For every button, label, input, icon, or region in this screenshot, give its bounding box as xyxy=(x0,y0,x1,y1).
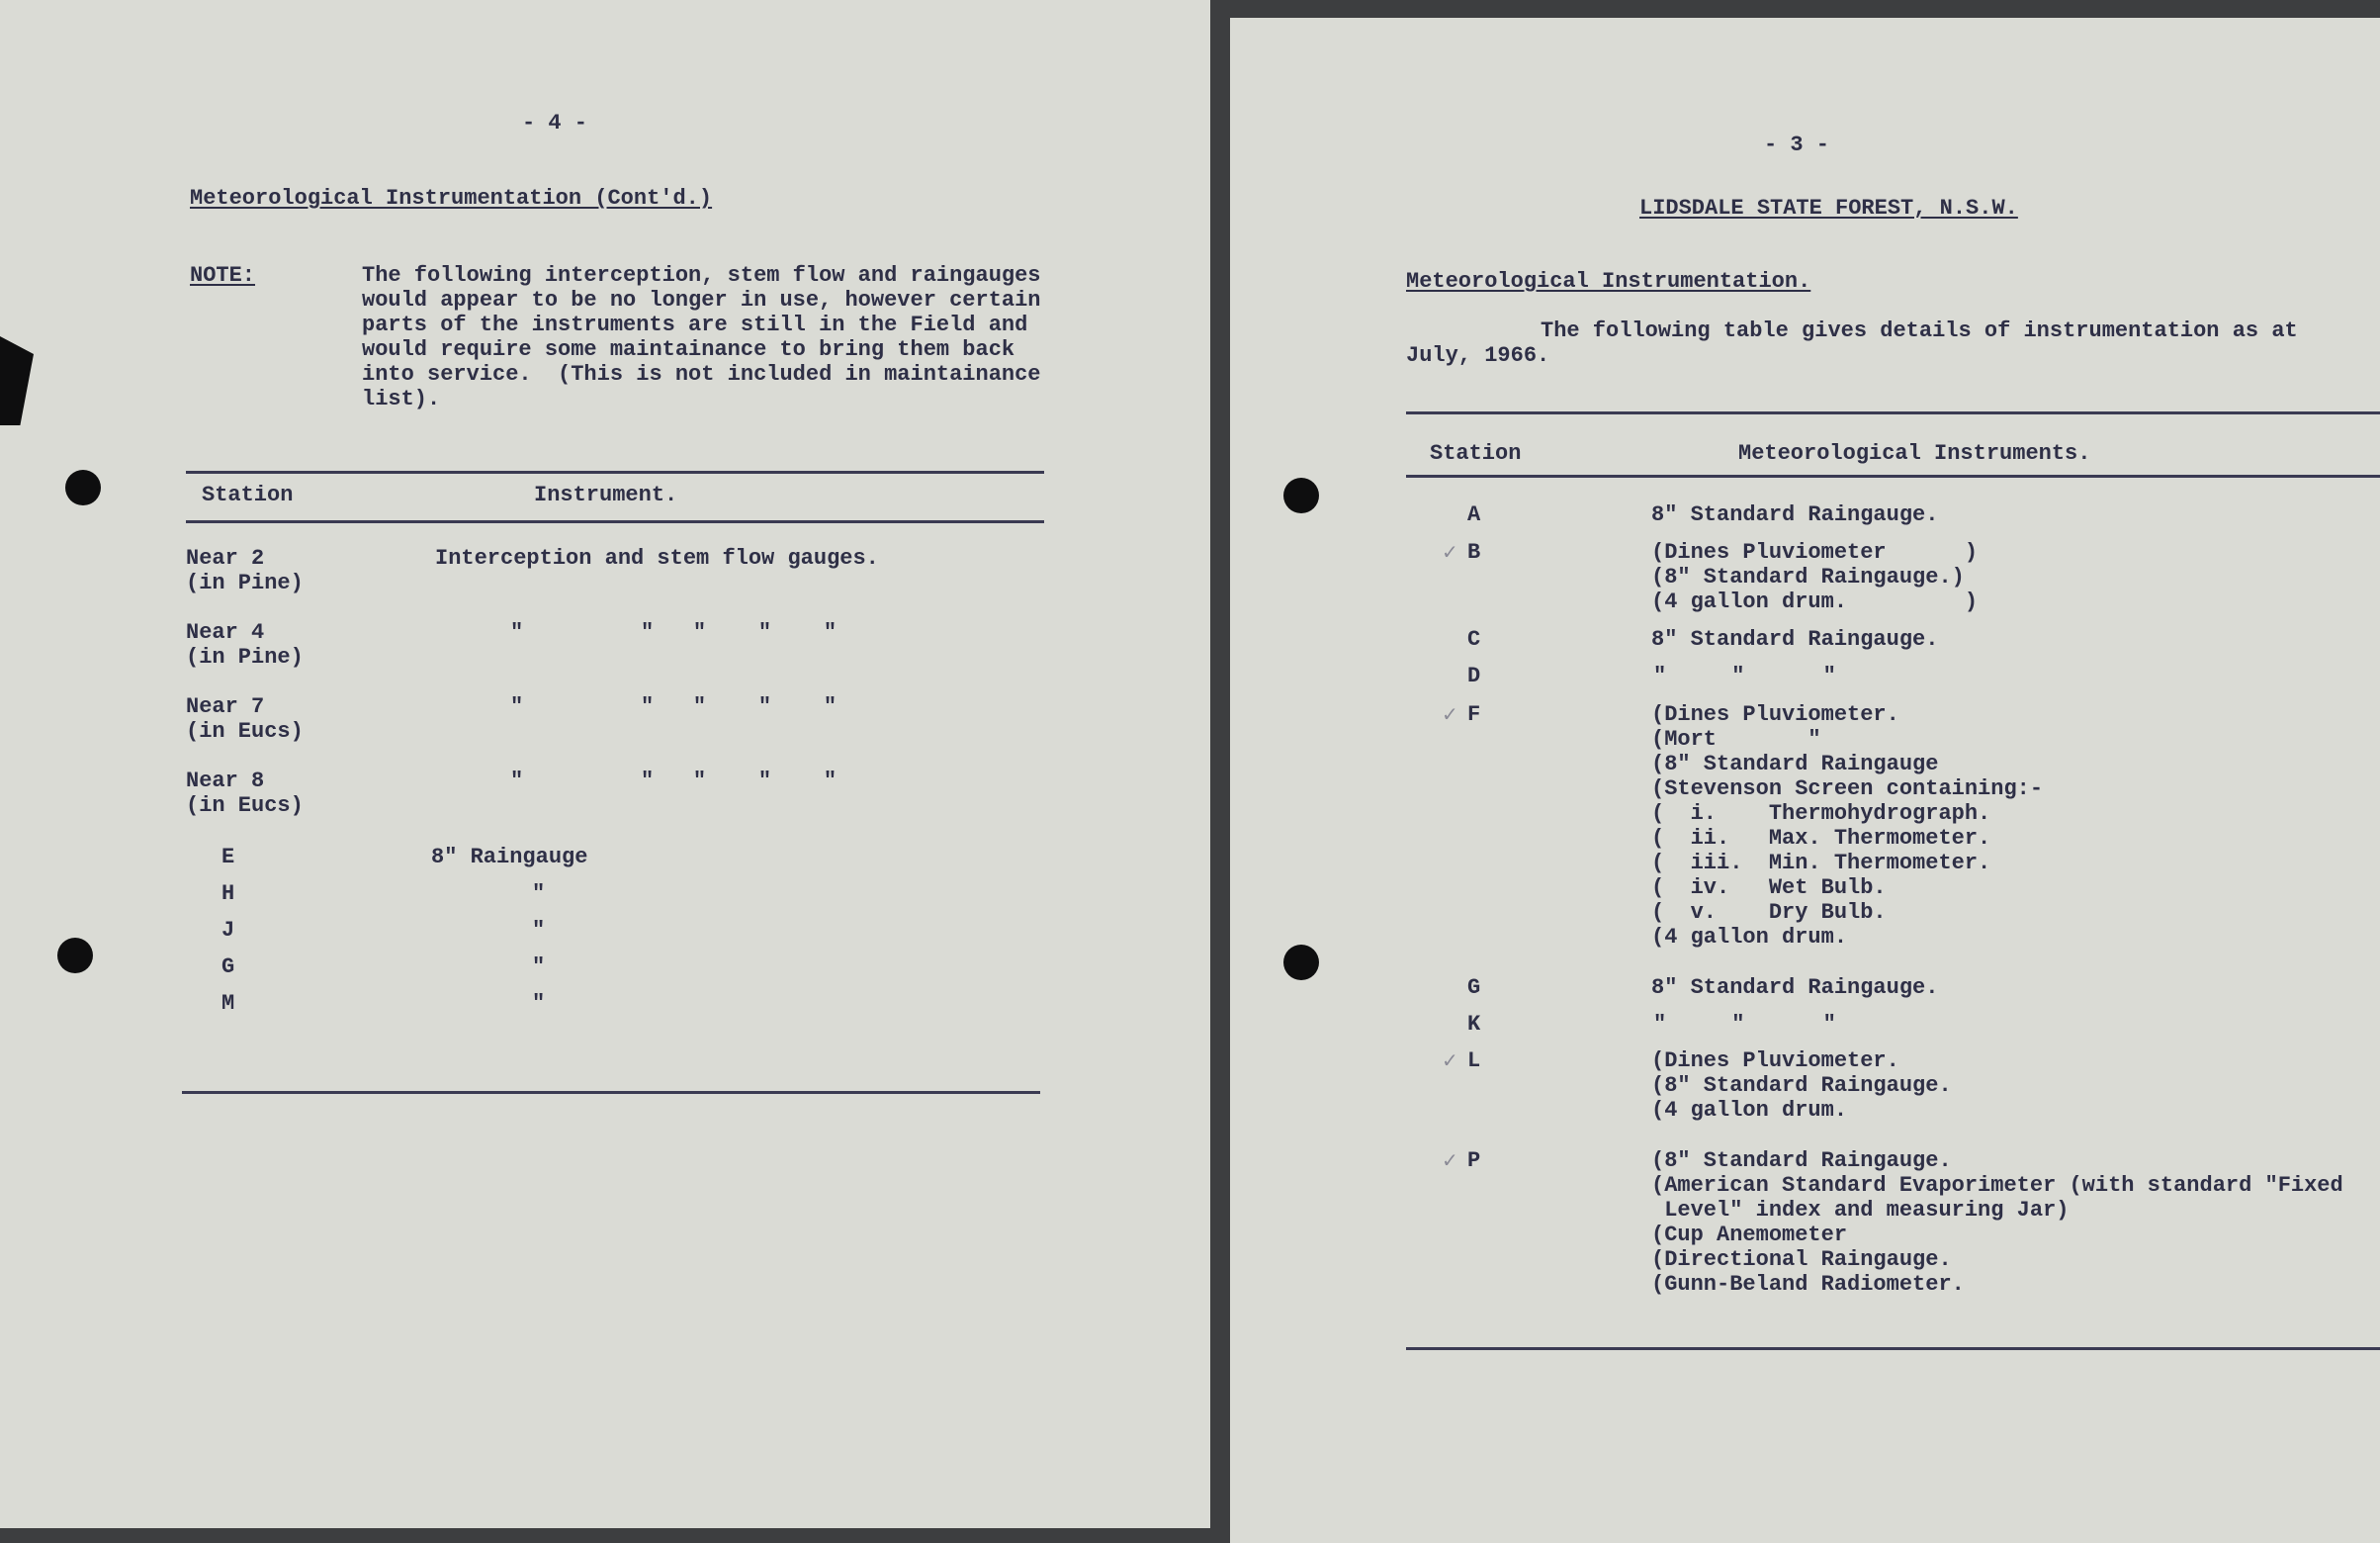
punch-hole xyxy=(1283,945,1319,980)
note-line: parts of the instruments are still in the Field and xyxy=(362,313,1028,337)
station-cell: G xyxy=(1467,975,1481,1000)
note-line: would appear to be no longer in use, however certain xyxy=(362,288,1041,313)
instrument-line: 8" Standard Raingauge. xyxy=(1651,975,1939,1000)
instrument-line: ( iv. Wet Bulb. xyxy=(1651,875,1887,900)
station-cell: B xyxy=(1467,540,1481,565)
note-line: into service. (This is not included in maintainance xyxy=(362,362,1041,387)
instrument-cell: " xyxy=(532,991,546,1016)
station-cell: J xyxy=(221,918,235,943)
section-heading: Meteorological Instrumentation. xyxy=(1406,269,1811,294)
table-header-rule xyxy=(186,520,1044,523)
page-number: - 3 - xyxy=(1764,133,1830,157)
check-mark-icon: ✓ xyxy=(1442,1048,1458,1072)
page-edge-tab xyxy=(0,336,34,425)
instrument-line: (4 gallon drum. xyxy=(1651,1098,1848,1123)
instrument-line: (Gunn-Beland Radiometer. xyxy=(1651,1272,1965,1297)
instrument-line: (8" Standard Raingauge. xyxy=(1651,1148,1952,1173)
instrument-cell: " xyxy=(532,881,546,906)
instrument-cell: " " " " " xyxy=(510,769,837,793)
instrument-line: (4 gallon drum. ) xyxy=(1651,590,1979,614)
table-bottom-rule xyxy=(182,1091,1040,1094)
check-mark-icon: ✓ xyxy=(1442,1148,1458,1172)
instrument-line: (4 gallon drum. xyxy=(1651,925,1848,950)
instrument-cell: " " " " " xyxy=(510,694,837,719)
instrument-line: (Stevenson Screen containing:- xyxy=(1651,776,2044,801)
station-cell: F xyxy=(1467,702,1481,727)
station-cell: D xyxy=(1467,664,1481,688)
note-line: The following interception, stem flow and raingauges xyxy=(362,263,1041,288)
instrument-line: Level" index and measuring Jar) xyxy=(1651,1198,2070,1223)
instrument-line: (Dines Pluviometer ) xyxy=(1651,540,1979,565)
station-cell: G xyxy=(221,954,235,979)
instrument-line: 8" Standard Raingauge. xyxy=(1651,502,1939,527)
instrument-line: 8" Standard Raingauge. xyxy=(1651,627,1939,652)
punch-hole xyxy=(65,470,101,505)
instrument-cell: Interception and stem flow gauges. xyxy=(435,546,879,571)
station-cell-sub: (in Eucs) xyxy=(186,793,304,818)
instrument-line: ( ii. Max. Thermometer. xyxy=(1651,826,1991,851)
table-top-rule xyxy=(1406,411,2380,414)
column-header-instrument: Instrument. xyxy=(534,483,678,507)
station-cell: M xyxy=(221,991,235,1016)
instrument-line: (8" Standard Raingauge. xyxy=(1651,1073,1952,1098)
station-cell: P xyxy=(1467,1148,1481,1173)
station-cell-sub: (in Pine) xyxy=(186,571,304,595)
instrument-cell: " " " " " xyxy=(510,620,837,645)
station-cell: C xyxy=(1467,627,1481,652)
note-label: NOTE: xyxy=(190,263,256,288)
table-bottom-rule xyxy=(1406,1347,2380,1350)
punch-hole xyxy=(57,938,93,973)
instrument-line: (American Standard Evaporimeter (with standard "Fixed xyxy=(1651,1173,2343,1198)
instrument-line: (Cup Anemometer xyxy=(1651,1223,1848,1247)
page-number: - 4 - xyxy=(522,111,588,136)
note-line: list). xyxy=(362,387,441,411)
note-line: would require some maintainance to bring them back xyxy=(362,337,1015,362)
instrument-line: " " " xyxy=(1653,1012,1836,1037)
instrument-line: (8" Standard Raingauge xyxy=(1651,752,1939,776)
check-mark-icon: ✓ xyxy=(1442,540,1458,564)
instrument-line: (8" Standard Raingauge.) xyxy=(1651,565,1965,590)
instrument-line: " " " xyxy=(1653,664,1836,688)
station-cell: L xyxy=(1467,1048,1481,1073)
instrument-line: (Mort " xyxy=(1651,727,1821,752)
punch-hole xyxy=(1283,478,1319,513)
station-cell: K xyxy=(1467,1012,1481,1037)
intro-line: July, 1966. xyxy=(1406,343,1550,368)
station-cell: Near 7 xyxy=(186,694,265,719)
station-cell: H xyxy=(221,881,235,906)
station-cell: A xyxy=(1467,502,1481,527)
instrument-line: ( i. Thermohydrograph. xyxy=(1651,801,1991,826)
table-top-rule xyxy=(186,471,1044,474)
section-heading: Meteorological Instrumentation (Cont'd.) xyxy=(190,186,713,211)
station-cell: Near 4 xyxy=(186,620,265,645)
intro-line: The following table gives details of instrumentation as at xyxy=(1541,318,2298,343)
column-header-instruments: Meteorological Instruments. xyxy=(1738,441,2091,466)
instrument-line: (Dines Pluviometer. xyxy=(1651,702,1899,727)
document-title: LIDSDALE STATE FOREST, N.S.W. xyxy=(1639,196,2018,221)
column-header-station: Station xyxy=(1430,441,1522,466)
check-mark-icon: ✓ xyxy=(1442,702,1458,726)
instrument-line: ( v. Dry Bulb. xyxy=(1651,900,1887,925)
document-page-3 xyxy=(1230,18,2380,1543)
column-header-station: Station xyxy=(202,483,294,507)
station-cell-sub: (in Eucs) xyxy=(186,719,304,744)
instrument-line: ( iii. Min. Thermometer. xyxy=(1651,851,1991,875)
instrument-line: (Dines Pluviometer. xyxy=(1651,1048,1899,1073)
station-cell-sub: (in Pine) xyxy=(186,645,304,670)
station-cell: E xyxy=(221,845,235,869)
table-header-rule xyxy=(1406,475,2380,478)
station-cell: Near 2 xyxy=(186,546,265,571)
station-cell: Near 8 xyxy=(186,769,265,793)
instrument-cell: " xyxy=(532,954,546,979)
instrument-cell: " xyxy=(532,918,546,943)
instrument-cell: 8" Raingauge xyxy=(431,845,588,869)
instrument-line: (Directional Raingauge. xyxy=(1651,1247,1952,1272)
